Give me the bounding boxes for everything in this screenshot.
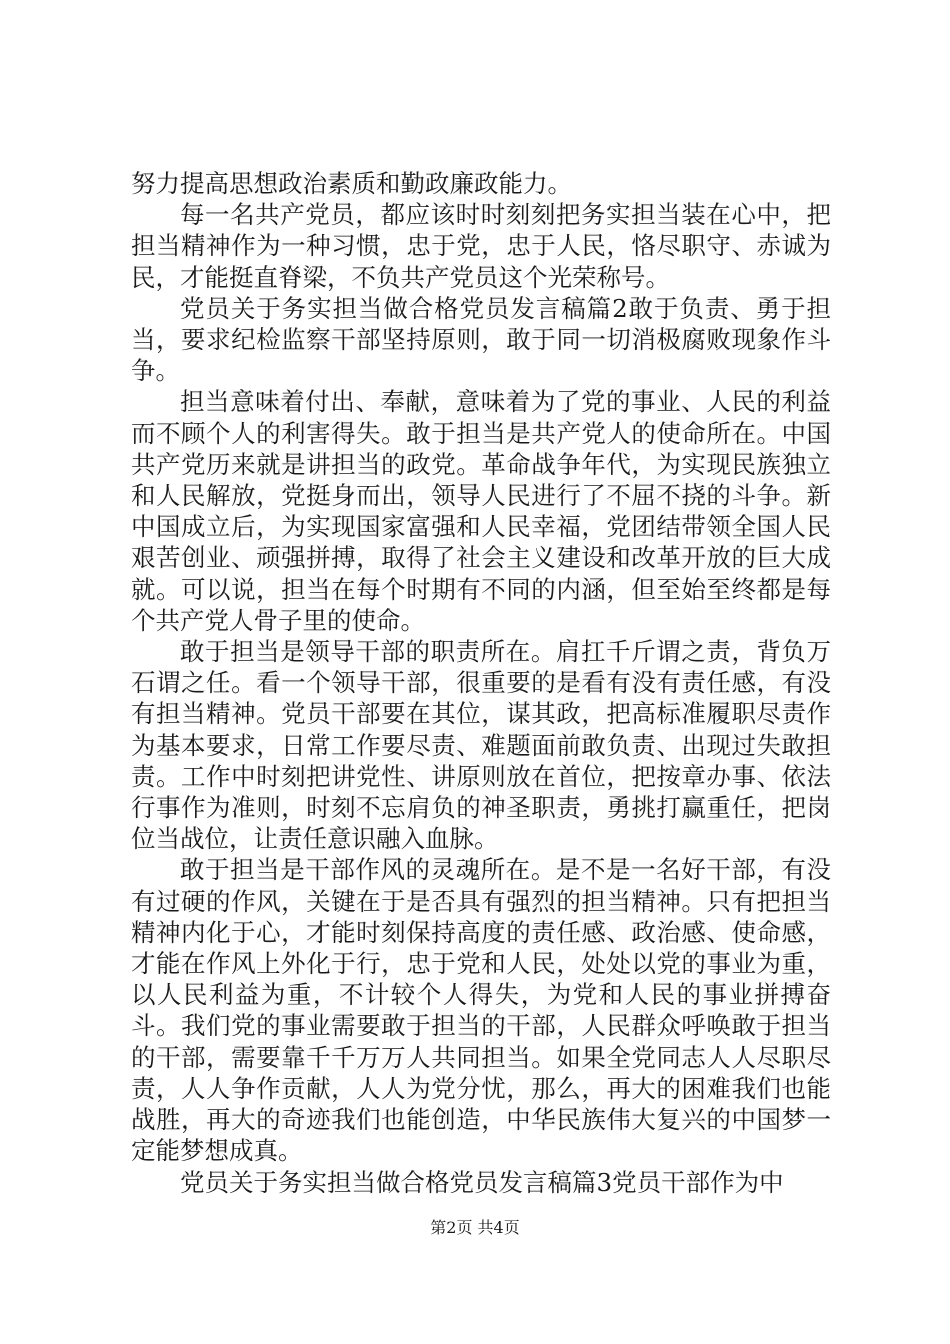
paragraph: 担当意味着付出、奉献，意味着为了党的事业、人民的利益而不顾个人的利害得失。敢于担当是共产党人的使命所在。中国共产党历来就是讲担当的政党。革命战争年代，为实现民族独立和人民解放，党挺身而出，领导人民进行了不屈不挠的斗争。新中国成立后，为实现国家富强和人民幸福，党团结带领全国人民艰苦创业、顽强拼搏，取得了社会主义建设和改革开放的巨大成就。可以说，担当在每个时期有不同的内涵，但至始至终都是每个共产党人骨子里的使命。	[131, 387, 831, 635]
document-body	[131, 168, 831, 1198]
paragraph: 敢于担当是干部作风的灵魂所在。是不是一名好干部，有没有过硬的作风，关键在于是否具有强烈的担当精神。只有把担当精神内化于心，才能时刻保持高度的责任感、政治感、使命感，才能在作风上外化于行，忠于党和人民，处处以党的事业为重，以人民利益为重，不计较个人得失，为党和人民的事业拼搏奋斗。我们党的事业需要敢于担当的干部，人民群众呼唤敢于担当的干部，需要靠千千万万人共同担当。如果全党同志人人尽职尽责，人人争作贡献，人人为党分忧，那么，再大的困难我们也能战胜，再大的奇迹我们也能创造，中华民族伟大复兴的中国梦一定能梦想成真。	[131, 855, 831, 1166]
page-number-footer: 第2页 共4页	[430, 1218, 520, 1237]
paragraph: 党员关于务实担当做合格党员发言稿篇3党员干部作为中	[180, 1167, 784, 1197]
paragraph: 党员关于务实担当做合格党员发言稿篇2敢于负责、勇于担当，要求纪检监察干部坚持原则，敢于同一切消极腐败现象作斗争。	[131, 293, 831, 386]
paragraph: 每一名共产党员，都应该时时刻刻把务实担当装在心中，把担当精神作为一种习惯，忠于党，忠于人民，恪尽职守、赤诚为民，才能挺直脊梁，不负共产党员这个光荣称号。	[131, 200, 831, 292]
paragraph: 敢于担当是领导干部的职责所在。肩扛千斤谓之责，背负万石谓之任。看一个领导干部，很重要的是看有没有责任感，有没有担当精神。党员干部要在其位，谋其政，把高标准履职尽责作为基本要求，日常工作要尽责、难题面前敢负责、出现过失敢担责。工作中时刻把讲党性、讲原则放在首位，把按章办事、依法行事作为准则，时刻不忘肩负的神圣职责，勇挑打赢重任，把岗位当战位，让责任意识融入血脉。	[131, 637, 831, 854]
paragraph-continuation: 努力提高思想政治素质和勤政廉政能力。	[131, 169, 572, 198]
